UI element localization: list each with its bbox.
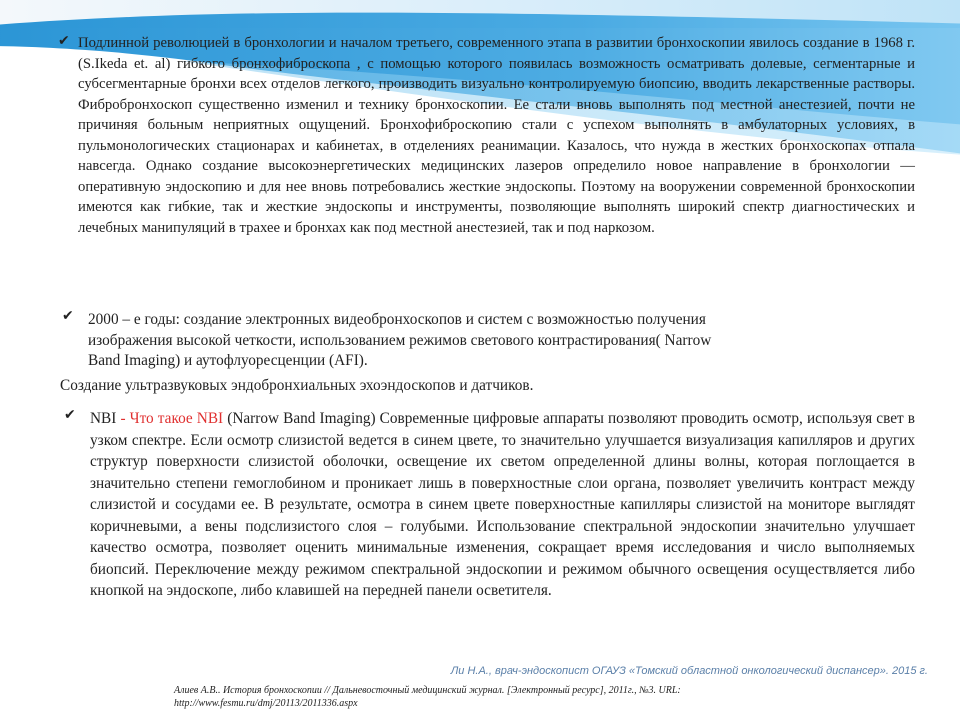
author-credit: Ли Н.А., врач-эндоскопист ОГАУЗ «Томский областной онкологический диспансер». 2015 г.	[450, 665, 928, 677]
check-icon: ✔	[58, 33, 70, 49]
nbi-lead: NBI	[90, 410, 117, 427]
text-line: Band Imaging) и аутофлуоресценции (AFI).	[88, 352, 368, 369]
reference-url: http://www.fesmu.ru/dmj/20113/2011336.aspx	[174, 698, 358, 709]
nbi-body: (Narrow Band Imaging) Современные цифровые аппараты позволяют проводить осмотр, используя свет в узком спектре. Если осмотр слизистой ведется в синем цвете, то значительно улучшается визуализация капилляров и других структур поверхности слизистой оболочки, освещение их светом определенной длины волны, которая поглощается в значительно степени гемоглобином и проникает лишь в поверхностные слои органа, позволяет увеличить контраст между слизистой и сосудами ее. В результате, осмотра в синем цвете поверхностные капилляры слизистой на мониторе выглядят коричневыми, а вены подслизистого слоя – голубыми. Использование спектральной эндоскопии значительно улучшает качество осмотра, позволяет оценить минимальные изменения, сокращает время исследования и число выполняемых биопсий. Переключение между режимом спектральной эндоскопии и режимом обычного освещения осуществляется либо кнопкой на эндоскопе, либо клавишей на передней панели осветителя.	[90, 410, 915, 599]
nbi-link-text: - Что такое NBI	[116, 410, 224, 427]
text-line: изображения высокой четкости, использованием режимов светового контрастирования( Narrow	[88, 331, 712, 349]
check-icon: ✔	[62, 308, 74, 324]
reference	[174, 684, 874, 710]
check-icon: ✔	[64, 407, 76, 423]
paragraph-2000s	[88, 310, 868, 372]
paragraph-nbi	[90, 408, 915, 602]
text-line: 2000 – е годы: создание электронных видеобронхоскопов и систем с возможностью получения	[88, 311, 706, 328]
reference-citation: Алиев А.В.. История бронхоскопии // Дальневосточный медицинский журнал. [Электронный ресурс], 2011г., №3. URL:	[174, 685, 681, 696]
paragraph-history: Подлинной революцией в бронхологии и началом третьего, современного этапа в развитии бронхоскопии явилось создание в 1968 г. (S.Ikeda et. al) гибкого бронхофиброскопа , с помощью которого появилась возможность осматривать долевые, сегментарные и субсегментарные бронхи всех отделов легкого, производить визуально контролируемую биопсию, вводить лекарственные растворы. Фибробронхоскоп существенно изменил и технику бронхоскопии. Ее стали вновь выполнять под местной анестезией, почти не причиняя больным неприятных ощущений. Бронхофиброскопию стали с успехом выполнять в амбулаторных условиях, в пульмонологических стационарах и кабинетах, в отделениях реанимации. Казалось, что нужда в жестких бронхоскопах отпала навсегда. Однако создание высокоэнергетических медицинских лазеров определило новое направление в бронхологии — оперативную эндоскопию и для нее вновь потребовались жесткие эндоскопы. Поэтому на вооружении современной бронхоскопии имеются как гибкие, так и жесткие эндоскопы и инструменты, позволяющие выполнять широкий спектр диагностических и лечебных манипуляций в трахее и бронхах как под местной анестезией, так и под наркозом.	[78, 35, 915, 236]
ultrasound-line: Создание ультразвуковых эндобронхиальных эхоэндоскопов и датчиков.	[60, 377, 534, 394]
